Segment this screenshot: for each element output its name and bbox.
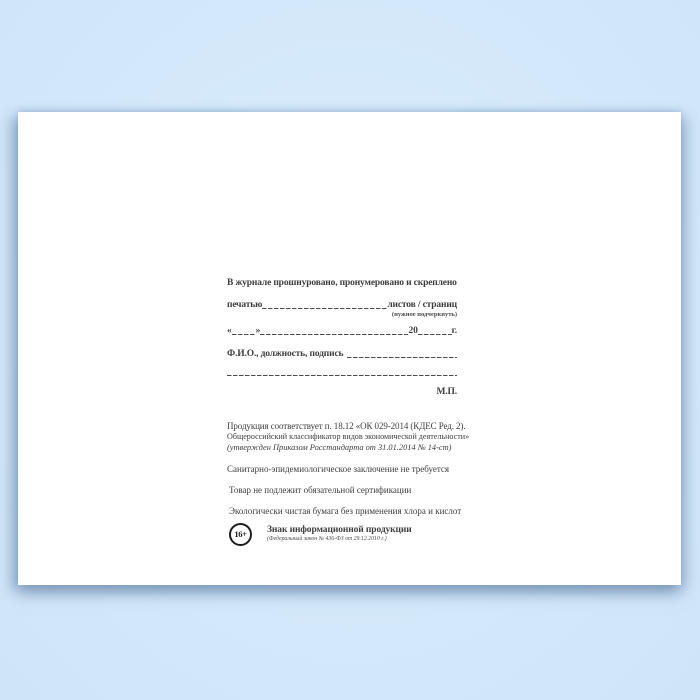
age-rating-text xyxy=(267,523,412,543)
sanitary-statement: Санитарно-эпидемиологическое заключение не требуется xyxy=(227,464,450,474)
seal-sheets-line xyxy=(227,300,457,310)
seal-prefix-label: печатью xyxy=(227,300,263,310)
compliance-line-1: Продукция соответствует п. 18.12 «ОК 029-2014 (КДЕС Ред. 2). xyxy=(227,421,466,431)
certification-statement: Товар не подлежит обязательной сертификации xyxy=(229,485,412,495)
year-prefix: 20 xyxy=(408,326,418,336)
year-suffix: г. xyxy=(451,326,457,336)
journal-back-page xyxy=(18,112,681,585)
date-line xyxy=(227,326,457,336)
stitching-statement: В журнале прошнуровано, пронумеровано и скреплено xyxy=(227,278,457,288)
sheets-count-blank xyxy=(262,300,387,309)
seal-place-abbr: М.П. xyxy=(436,387,457,397)
quote-open: « xyxy=(227,326,232,336)
day-blank xyxy=(232,326,256,335)
signature-blank xyxy=(347,349,457,358)
underline-note: (нужное подчеркнуть) xyxy=(391,311,457,318)
compliance-line-2: Общероссийский классификатор видов экономической деятельности» xyxy=(227,432,470,441)
eco-paper-statement: Экологически чистая бумага без применения хлора и кислот xyxy=(229,506,462,516)
extra-signature-blank xyxy=(227,367,457,376)
signature-label: Ф.И.О., должность, подпись xyxy=(227,349,344,359)
sheets-pages-label: листов / страниц xyxy=(387,300,457,310)
month-blank xyxy=(260,326,408,335)
quote-close: » xyxy=(255,326,261,336)
year-blank xyxy=(418,326,452,335)
extra-signature-line xyxy=(227,367,457,377)
age-rating-icon: 16+ xyxy=(229,523,252,546)
info-product-title: Знак информационной продукции xyxy=(267,525,412,535)
federal-law-note: (Федеральный закон № 436-ФЗ от 29.12.2010 г.) xyxy=(267,536,387,543)
age-rating-block xyxy=(227,523,457,546)
signature-line xyxy=(227,349,457,359)
compliance-line-3: (утвержден Приказом Росстандарта от 31.01.2014 № 14-ст) xyxy=(227,443,452,452)
